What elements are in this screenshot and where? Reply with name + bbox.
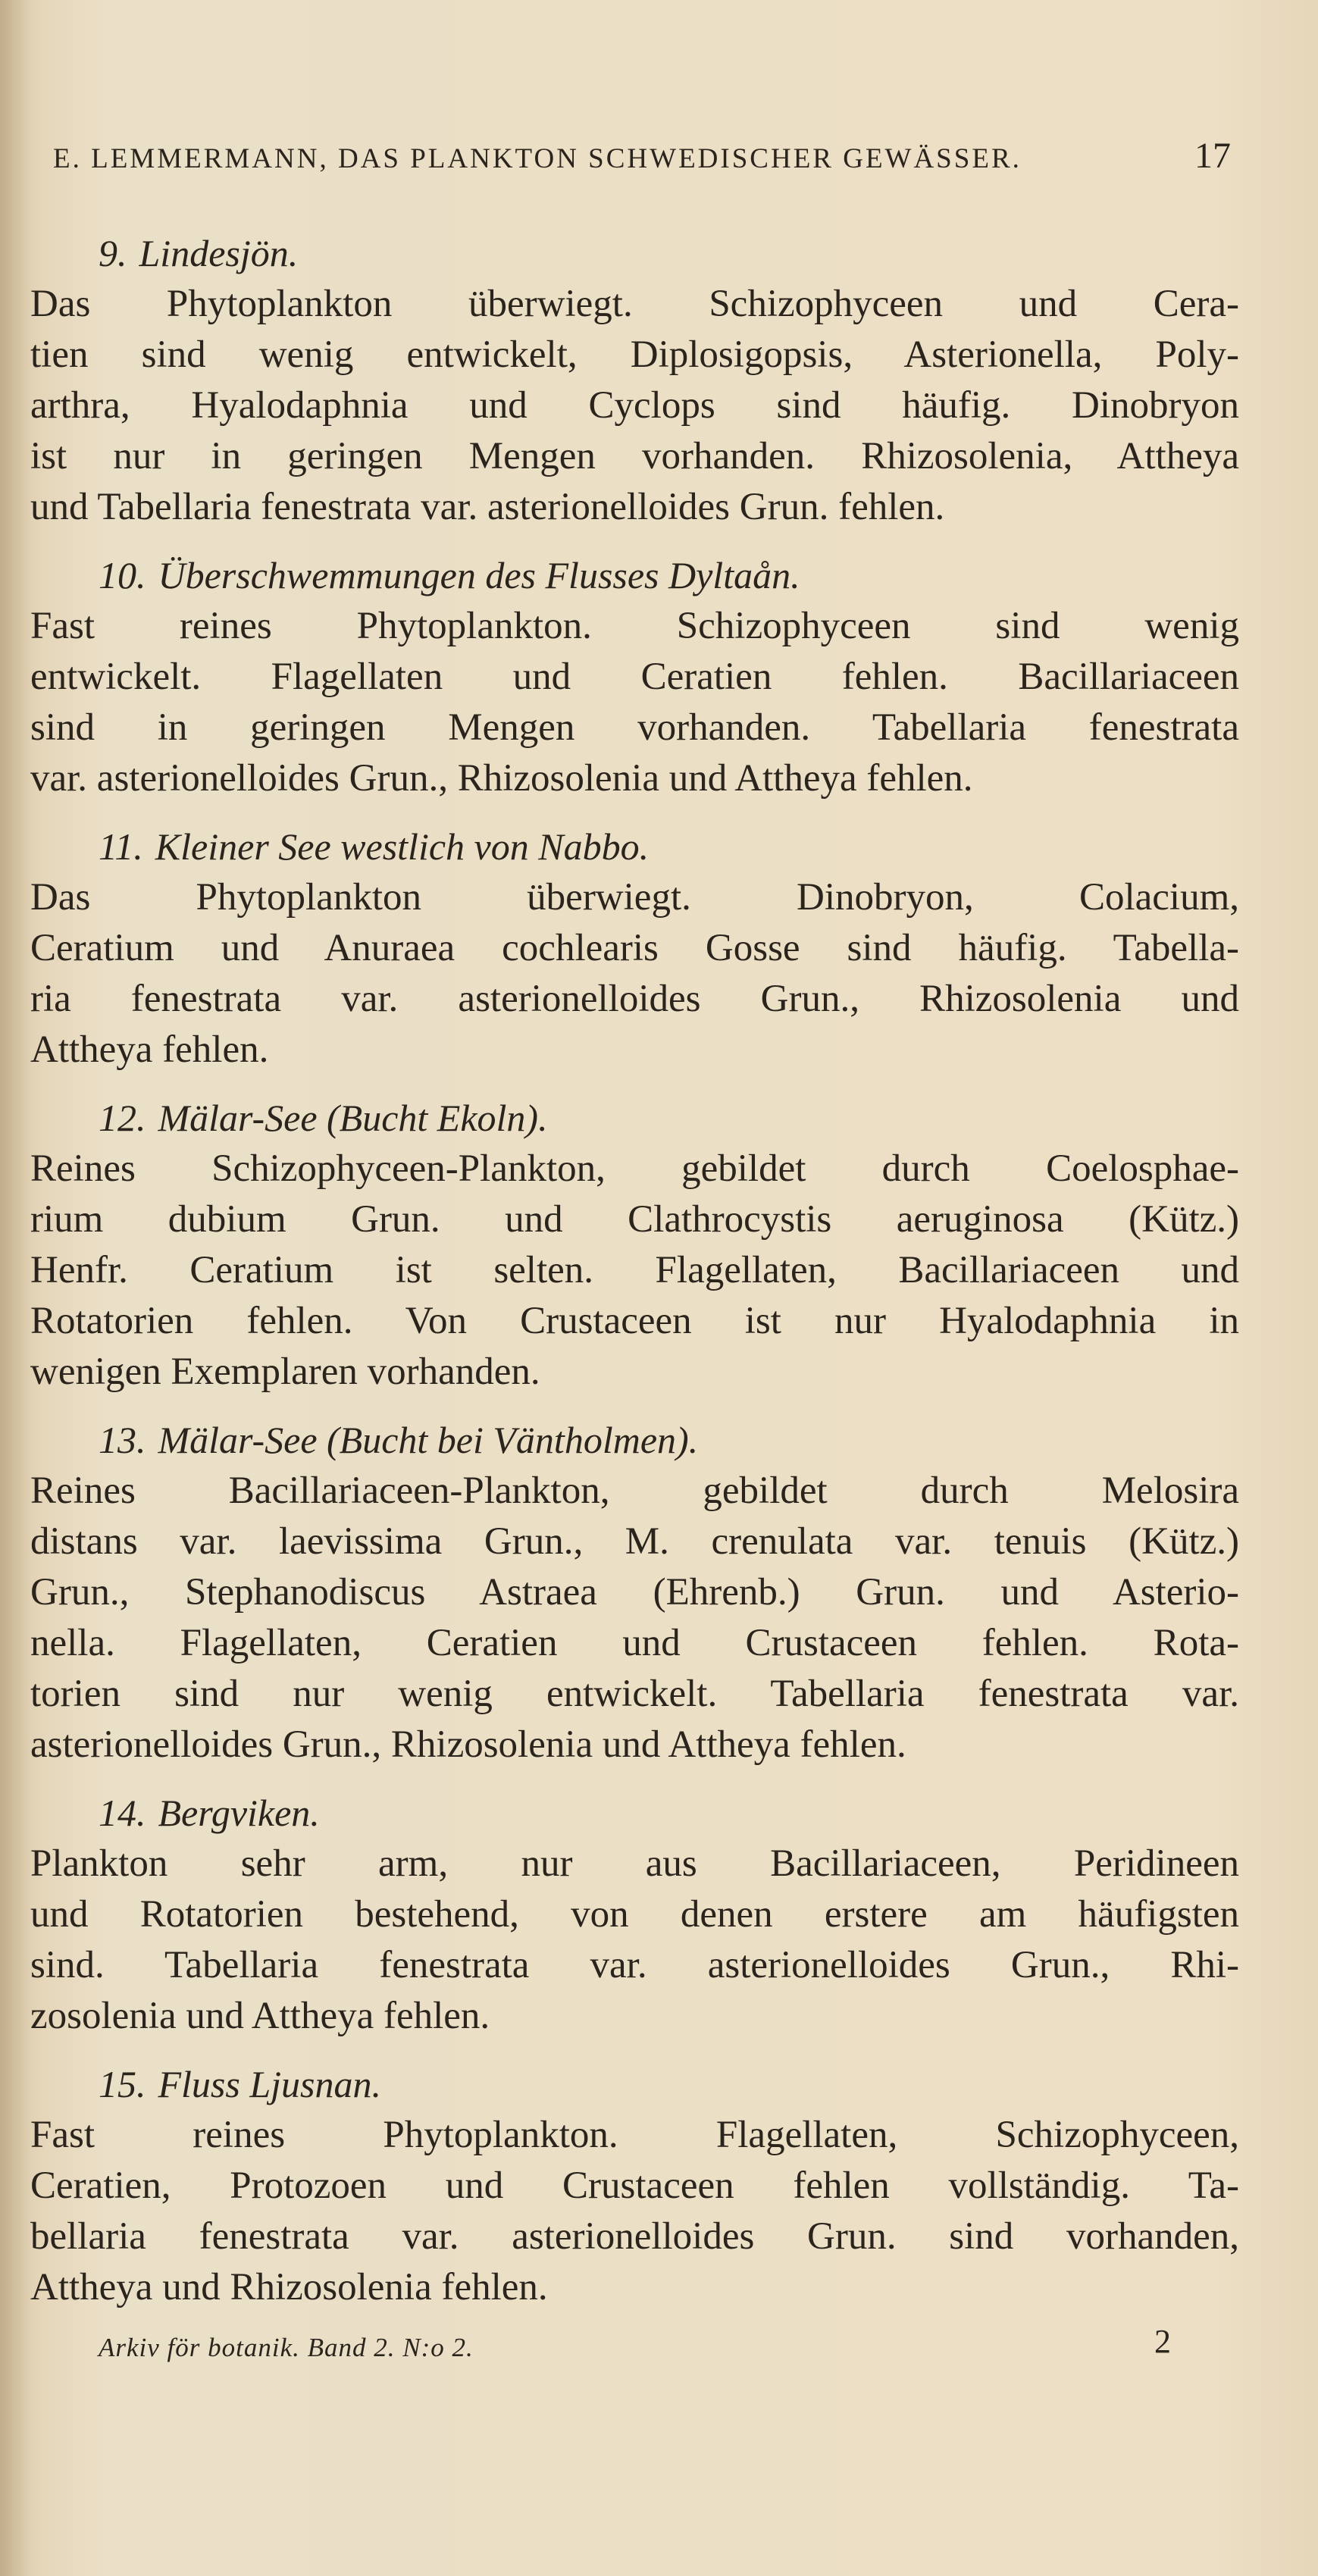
footer-signature: 2 [1154,2323,1171,2360]
text-line: ist nur in geringen Mengen vorhanden. Rhizosolenia, Attheya [30,435,1239,477]
text-line: Reines Schizophyceen-Plankton, gebildet durch Coelosphae- [30,1147,1239,1190]
entry-paragraph [30,279,1239,533]
text-line: und Tabellaria fenestrata var. asterionelloides Grun. fehlen. [30,486,945,528]
text-line: sind in geringen Mengen vorhanden. Tabellaria fenestrata [30,706,1239,749]
text-line: zosolenia und Attheya fehlen. [30,1995,490,2037]
main-text [30,227,1239,2330]
entry-heading [30,1092,1239,1144]
running-head: E. LEMMERMANN, DAS PLANKTON SCHWEDISCHER GEWÄSSER. [53,143,1022,174]
spine-shadow [0,0,30,2576]
text-line: torien sind nur wenig entwickelt. Tabellaria fenestrata var. [30,1673,1239,1715]
entry [30,1414,1239,1770]
text-line: Reines Bacillariaceen-Plankton, gebildet durch Melosira [30,1470,1239,1512]
entry-heading [30,1414,1239,1466]
text-line: Das Phytoplankton überwiegt. Schizophyceen und Cera- [30,283,1239,325]
entry-paragraph [30,601,1239,804]
entry-heading [30,549,1239,601]
text-line: ria fenestrata var. asterionelloides Grun., Rhizosolenia und [30,978,1239,1020]
text-line: Attheya und Rhizosolenia fehlen. [30,2266,548,2308]
text-line: asterionelloides Grun., Rhizosolenia und Attheya fehlen. [30,1723,906,1766]
entry-heading [30,2058,1239,2110]
text-line: Rotatorien fehlen. Von Crustaceen ist nur Hyalodaphnia in [30,1300,1239,1342]
entry-heading [30,227,1239,279]
entry-number: 13. [99,1419,146,1461]
text-line: rium dubium Grun. und Clathrocystis aeruginosa (Kütz.) [30,1198,1239,1241]
text-line: Attheya fehlen. [30,1028,269,1071]
entry-title: Mälar-See (Bucht bei Väntholmen). [158,1419,699,1461]
text-line: und Rotatorien bestehend, von denen erstere am häufigsten [30,1893,1239,1936]
text-line: Henfr. Ceratium ist selten. Flagellaten, Bacillariaceen und [30,1249,1239,1291]
entry [30,549,1239,804]
text-line: Fast reines Phytoplankton. Flagellaten, Schizophyceen, [30,2114,1239,2156]
entry-paragraph [30,872,1239,1075]
entry-heading [30,1787,1239,1839]
entry-title: Überschwemmungen des Flusses Dyltaån. [158,554,800,596]
entry-title: Bergviken. [158,1792,320,1834]
entry-number: 11. [99,825,143,868]
text-line: nella. Flagellaten, Ceratien und Crustaceen fehlen. Rota- [30,1622,1239,1664]
entry-number: 14. [99,1792,146,1834]
entry-paragraph [30,1466,1239,1770]
text-line: Das Phytoplankton überwiegt. Dinobryon, Colacium, [30,876,1239,919]
text-line: Ceratium und Anuraea cochlearis Gosse sind häufig. Tabella- [30,927,1239,969]
entry-number: 10. [99,554,146,596]
entry-paragraph [30,1839,1239,2042]
text-line: Ceratien, Protozoen und Crustaceen fehlen vollständig. Ta- [30,2164,1239,2207]
text-line: Fast reines Phytoplankton. Schizophyceen sind wenig [30,605,1239,647]
entry-number: 9. [99,232,127,274]
entry [30,1092,1239,1398]
entry [30,821,1239,1075]
text-line: Grun., Stephanodiscus Astraea (Ehrenb.) Grun. und Asterio- [30,1571,1239,1614]
text-line: sind. Tabellaria fenestrata var. asterionelloides Grun., Rhi- [30,1944,1239,1986]
text-line: tien sind wenig entwickelt, Diplosigopsis, Asterionella, Poly- [30,333,1239,376]
entry-title: Kleiner See westlich von Nabbo. [155,825,650,868]
entry-paragraph [30,2110,1239,2313]
entry-heading [30,821,1239,872]
entry-number: 12. [99,1097,146,1139]
text-line: var. asterionelloides Grun., Rhizosolenia und Attheya fehlen. [30,757,973,800]
entry-paragraph [30,1144,1239,1398]
text-line: entwickelt. Flagellaten und Ceratien fehlen. Bacillariaceen [30,656,1239,698]
entry-number: 15. [99,2063,146,2105]
entry [30,2058,1239,2313]
entry-title: Fluss Ljusnan. [158,2063,382,2105]
text-line: arthra, Hyalodaphnia und Cyclops sind häufig. Dinobryon [30,384,1239,427]
entry-title: Lindesjön. [139,232,299,274]
text-line: distans var. laevissima Grun., M. crenulata var. tenuis (Kütz.) [30,1520,1239,1563]
footer-journal: Arkiv för botanik. Band 2. N:o 2. [99,2333,474,2362]
text-line: Plankton sehr arm, nur aus Bacillariaceen, Peridineen [30,1842,1239,1885]
page-number: 17 [1194,136,1231,176]
entry [30,1787,1239,2042]
text-line: wenigen Exemplaren vorhanden. [30,1351,540,1393]
text-line: bellaria fenestrata var. asterionelloides Grun. sind vorhanden, [30,2215,1239,2258]
entry-title: Mälar-See (Bucht Ekoln). [158,1097,548,1139]
entry [30,227,1239,533]
